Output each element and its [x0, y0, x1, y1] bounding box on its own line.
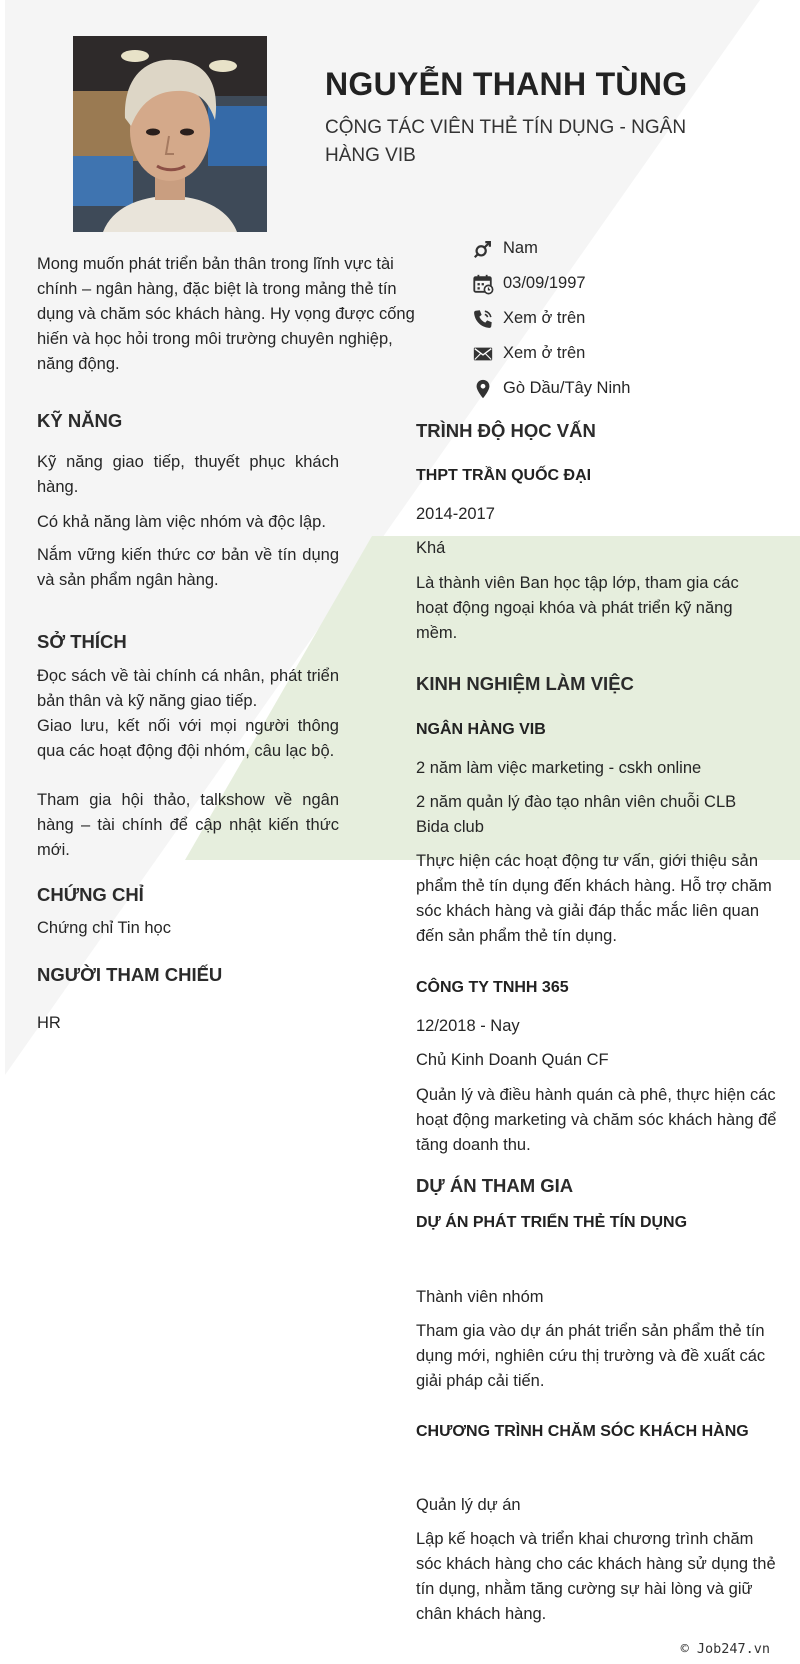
career-objective: Mong muốn phát triển bản thân trong lĩnh vực tài chính – ngân hàng, đặc biệt là trong mảng thẻ tín dụng và chăm sóc khách hàng. Hy vọng được cống hiến và học hỏi trong môi trường chuyên nghiệp, năng động.	[37, 255, 415, 373]
certificate-item: Chứng chỉ Tin học	[37, 919, 171, 937]
calendar-icon	[472, 273, 494, 295]
contact-address	[472, 371, 792, 406]
skill-item: Kỹ năng giao tiếp, thuyết phục khách hàng.	[37, 453, 339, 496]
education-grade: Khá	[416, 539, 446, 557]
reference-value: HR	[37, 1014, 61, 1032]
location-pin-icon	[472, 378, 494, 400]
skill-item: Có khả năng làm việc nhóm và độc lập.	[37, 513, 326, 531]
gender-icon	[472, 238, 494, 260]
hobby-item: Tham gia hội thảo, talkshow về ngân hàng – tài chính để cập nhật kiến thức mới.	[37, 791, 339, 859]
job-description: Quản lý và điều hành quán cà phê, thực hiện các hoạt động marketing và chăm sóc khách hàng để tăng doanh thu.	[416, 1086, 777, 1154]
job-period: 2 năm làm việc marketing - cskh online	[416, 759, 702, 777]
references-heading: NGƯỜI THAM CHIẾU	[37, 964, 223, 985]
skills-heading: KỸ NĂNG	[37, 410, 123, 431]
project-role: Quản lý dự án	[416, 1496, 521, 1514]
skill-item: Nắm vững kiến thức cơ bản về tín dụng và sản phẩm ngân hàng.	[37, 546, 339, 589]
birthday-value: 03/09/1997	[503, 274, 586, 292]
phone-value: Xem ở trên	[503, 309, 586, 327]
contact-email	[472, 336, 792, 371]
job-role: 2 năm quản lý đào tạo nhân viên chuỗi CLB Bida club	[416, 793, 737, 836]
contact-birthday	[472, 266, 792, 301]
envelope-icon	[472, 343, 494, 365]
school-name: THPT TRẦN QUỐC ĐẠI	[416, 467, 592, 484]
education-period: 2014-2017	[416, 505, 495, 523]
job-description: Thực hiện các hoạt động tư vấn, giới thiệu sản phẩm thẻ tín dụng đến khách hàng. Hỗ trợ chăm sóc khách hàng và giải đáp thắc mắc liên quan đến sản phẩm thẻ tín dụng.	[416, 852, 772, 945]
address-value: Gò Dầu/Tây Ninh	[503, 379, 631, 397]
candidate-name: NGUYỄN THANH TÙNG	[325, 66, 688, 102]
contact-gender	[472, 231, 792, 266]
hobbies-heading: SỞ THÍCH	[37, 631, 127, 652]
project-role: Thành viên nhóm	[416, 1288, 544, 1306]
job-role: Chủ Kinh Doanh Quán CF	[416, 1051, 609, 1069]
experience-heading: KINH NGHIỆM LÀM VIỆC	[416, 673, 634, 694]
education-description: Là thành viên Ban học tập lớp, tham gia các hoạt động ngoại khóa và phát triển kỹ năng mềm.	[416, 574, 739, 642]
education-heading: TRÌNH ĐỘ HỌC VẤN	[416, 420, 596, 441]
project-name: DỰ ÁN PHÁT TRIỂN THẺ TÍN DỤNG	[416, 1214, 688, 1231]
project-name: CHƯƠNG TRÌNH CHĂM SÓC KHÁCH HÀNG	[416, 1423, 749, 1440]
footer-watermark: © Job247.vn	[680, 1641, 770, 1657]
email-value: Xem ở trên	[503, 344, 586, 362]
contact-phone	[472, 301, 792, 336]
contact-info	[472, 231, 792, 406]
project-description: Tham gia vào dự án phát triển sản phẩm thẻ tín dụng mới, nghiên cứu thị trường và đề xuất các giải pháp cải tiến.	[416, 1322, 766, 1390]
company-name: CÔNG TY TNHH 365	[416, 979, 569, 996]
gender-value: Nam	[503, 239, 538, 257]
job-period: 12/2018 - Nay	[416, 1017, 520, 1035]
projects-heading: DỰ ÁN THAM GIA	[416, 1175, 574, 1196]
profile-photo	[73, 36, 267, 232]
project-description: Lập kế hoạch và triển khai chương trình chăm sóc khách hàng cho các khách hàng sử dụng thẻ tín dụng, nhằm tăng cường sự hài lòng và giữ chân khách hàng.	[416, 1530, 776, 1623]
hobby-item: Giao lưu, kết nối với mọi người thông qua các hoạt động đội nhóm, câu lạc bộ.	[37, 717, 339, 760]
certificates-heading: CHỨNG CHỈ	[37, 884, 144, 905]
job-title: CỘNG TÁC VIÊN THẺ TÍN DỤNG - NGÂN HÀNG VIB	[325, 117, 687, 166]
phone-icon	[472, 308, 494, 330]
hobby-item: Đọc sách về tài chính cá nhân, phát triển bản thân và kỹ năng giao tiếp.	[37, 667, 339, 710]
company-name: NGÂN HÀNG VIB	[416, 721, 546, 738]
